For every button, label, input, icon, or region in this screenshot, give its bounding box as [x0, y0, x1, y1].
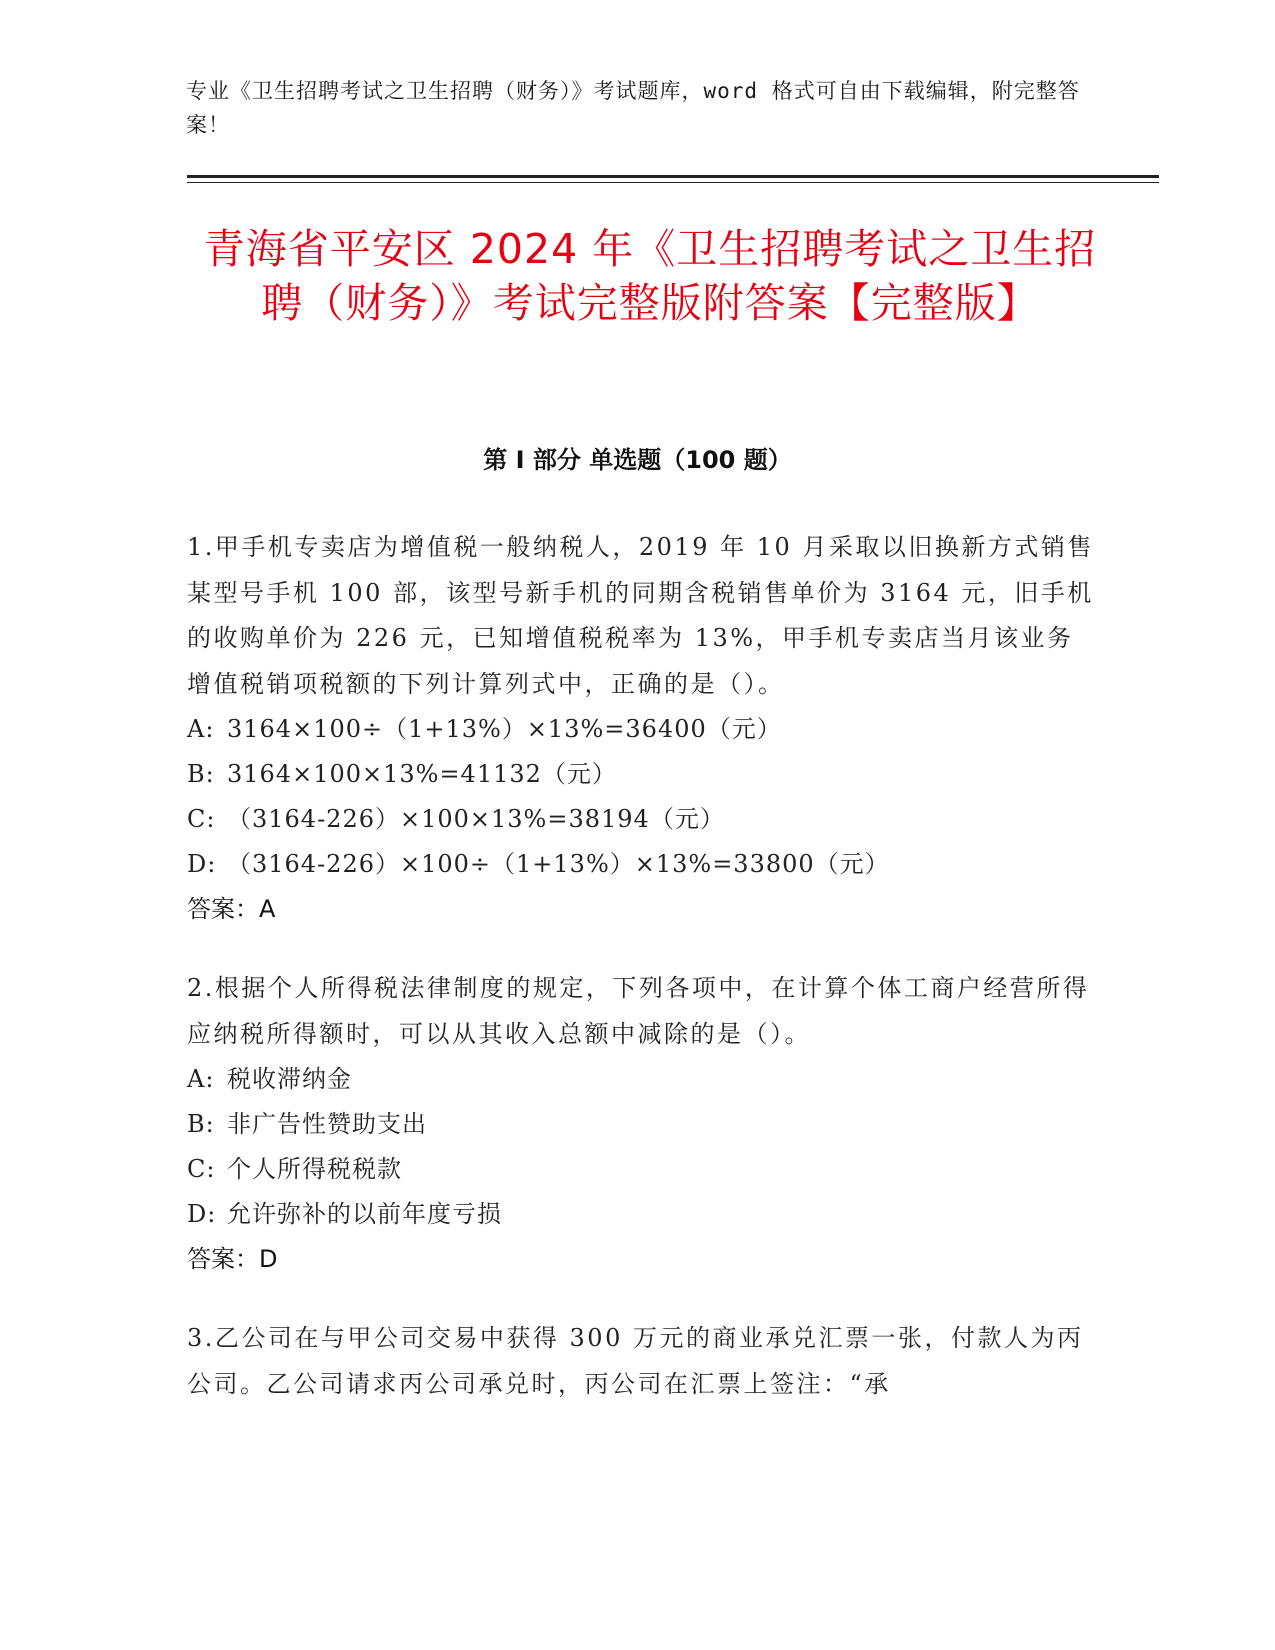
option-letter: B:	[187, 760, 215, 788]
option-letter: A:	[187, 1065, 215, 1093]
option-d	[187, 1192, 1097, 1237]
option-letter: A:	[187, 715, 215, 743]
option-text: 3164×100×13%=41132（元）	[227, 760, 617, 788]
section-title: 第 I 部分 单选题（100 题）	[483, 446, 792, 474]
option-letter: D:	[187, 1200, 217, 1228]
option-text: 税收滞纳金	[227, 1065, 352, 1093]
option-text: 个人所得税税款	[227, 1155, 402, 1183]
document-title: 青海省平安区 2024 年《卫生招聘考试之卫生招聘（财务）》考试完整版附答案【完整版】	[203, 225, 1097, 327]
question-1	[187, 525, 1097, 932]
header-divider-thick	[187, 175, 1159, 178]
question-stem: 3.乙公司在与甲公司交易中获得 300 万元的商业承兑汇票一张，付款人为丙公司。乙公司请求丙公司承兑时，丙公司在汇票上签注：“承	[187, 1324, 1084, 1398]
answer-line: 答案：D	[187, 1245, 278, 1273]
question-list	[187, 525, 1097, 1441]
option-text: （3164-226）×100×13%=38194（元）	[227, 805, 725, 833]
answer-line: 答案：A	[187, 895, 276, 923]
option-text: 允许弥补的以前年度亏损	[227, 1200, 502, 1228]
option-c	[187, 797, 1097, 842]
option-a	[187, 707, 1097, 752]
question-2	[187, 966, 1097, 1282]
header-note: 专业《卫生招聘考试之卫生招聘（财务）》考试题库，word 格式可自由下载编辑，附完整答案！	[186, 79, 1080, 137]
question-stem: 1.甲手机专卖店为增值税一般纳税人，2019 年 10 月采取以旧换新方式销售某型号手机 100 部，该型号新手机的同期含税销售单价为 3164 元，旧手机的收购单价为 226 元，已知增值税税率为 13%，甲手机专卖店当月该业务增值税销项税额的下列计算列式中，正确的是（）。	[187, 533, 1094, 698]
option-a	[187, 1057, 1097, 1102]
question-stem: 2.根据个人所得税法律制度的规定，下列各项中，在计算个体工商户经营所得应纳税所得额时，可以从其收入总额中减除的是（）。	[187, 974, 1090, 1048]
option-letter: C:	[187, 1155, 216, 1183]
option-letter: C:	[187, 805, 216, 833]
option-letter: D:	[187, 850, 217, 878]
option-text: 非广告性赞助支出	[227, 1110, 427, 1138]
option-text: 3164×100÷（1+13%）×13%=36400（元）	[227, 715, 782, 743]
option-b	[187, 752, 1097, 797]
option-d	[187, 842, 1097, 887]
option-letter: B:	[187, 1110, 215, 1138]
question-3	[187, 1316, 1097, 1407]
option-c	[187, 1147, 1097, 1192]
header-divider-thin	[187, 182, 1159, 183]
option-b	[187, 1102, 1097, 1147]
option-text: （3164-226）×100÷（1+13%）×13%=33800（元）	[227, 850, 890, 878]
